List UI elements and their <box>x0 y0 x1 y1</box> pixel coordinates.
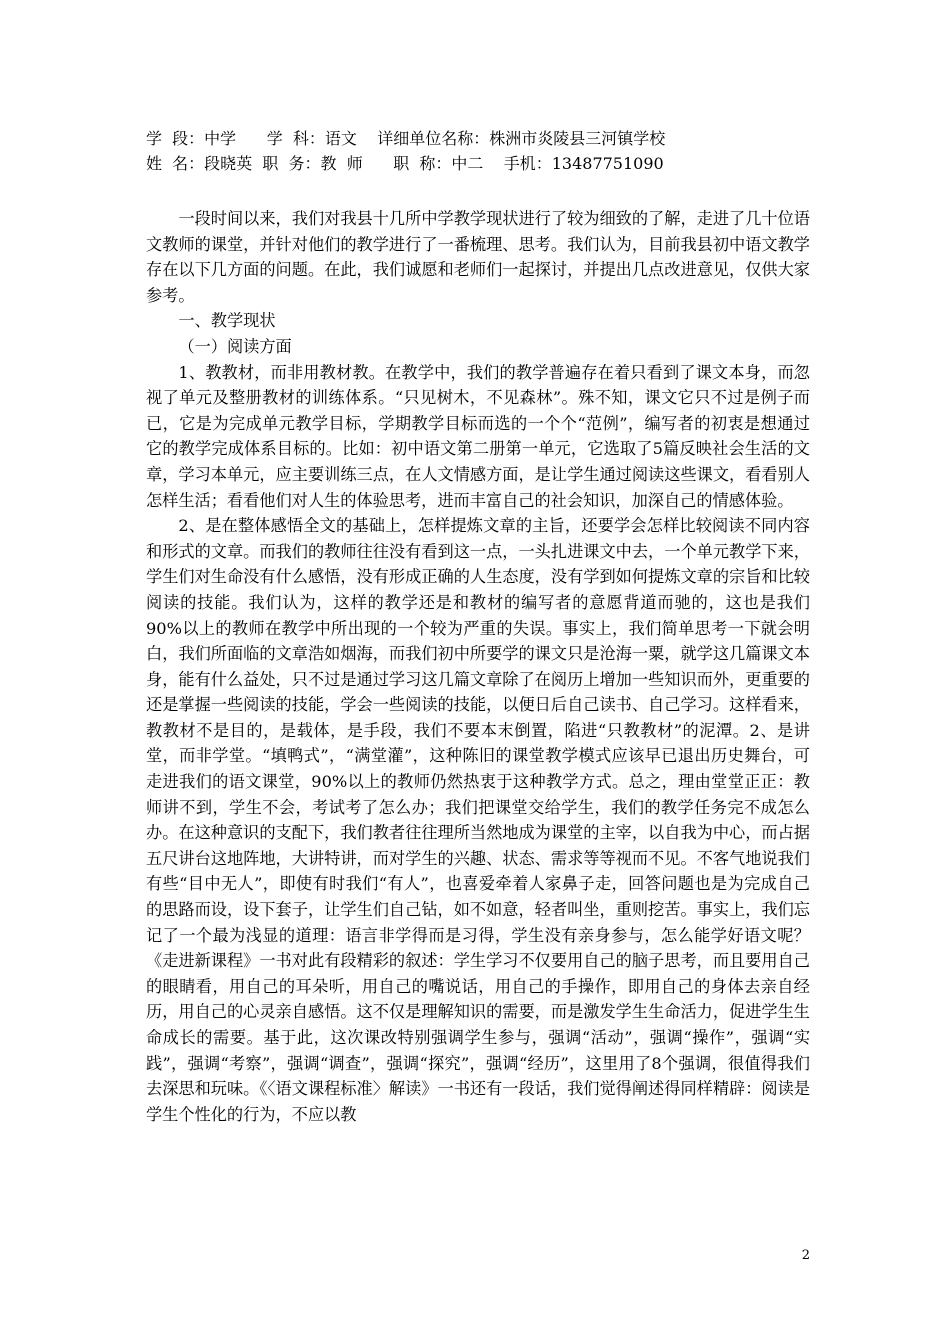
paragraph-point-1: 1、教教材，而非用教材教。在教学中，我们的教学普遍存在着只看到了课文本身，而忽视了单元及整册教材的训练体系。“只见树木，不见森林”。殊不知，课文它只不过是例子而已，它是为完成单元教学目标，学期教学目标而选的一个个“范例”，编写者的初衷是想通过它的教学完成体系目标的。比如：初中语文第二册第一单元，它选取了5篇反映社会生活的文章，学习本单元，应主要训练三点，在人文情感方面，是让学生通过阅读这些课文，看看别人怎样生活；看看他们对人生的体验思考，进而丰富自己的社会知识，加深自己的情感体验。 <box>146 362 810 510</box>
header-line-author: 姓 名：段晓英 职 务：教 师 职 称：中二 手机：13487751090 <box>146 154 664 173</box>
section-heading: 一、教学现状 <box>178 311 276 331</box>
header-line-school: 学 段：中学 学 科：语文 详细单位名称：株洲市炎陵县三河镇学校 <box>146 129 666 148</box>
paragraph-point-2: 2、是在整体感悟全文的基础上，怎样提炼文章的主旨，还要学会怎样比较阅读不同内容和形式的文章。而我们的教师往往没有看到这一点，一头扎进课文中去，一个单元教学下来，学生们对生命没有什么感悟，没有形成正确的人生态度，没有学到如何提炼文章的宗旨和比较阅读的技能。我们认为，这样的教学还是和教材的编写者的意愿背道而驰的，这也是我们90%以上的教师在教学中所出现的一个较为严重的失误。事实上，我们简单思考一下就会明白，我们所面临的文章浩如烟海，而我们初中所要学的课文只是沧海一粟，就学这几篇课文本身，能有什么益处，只不过是通过学习这几篇文章除了在阅历上增加一些知识而外，更重要的还是掌握一些阅读的技能，学会一些阅读的技能，以便日后自己读书、自己学习。这样看来，教教材不是目的，是载体，是手段，我们不要本末倒置，陷进“只教教材”的泥潭。2、是讲堂，而非学堂。“填鸭式”，“满堂灌”，这种陈旧的课堂教学模式应该早已退出历史舞台，可走进我们的语文课堂，90%以上的教师仍然热衷于这种教学方式。总之，理由堂堂正正：教师讲不到，学生不会，考试考了怎么办；我们把课堂交给学生，我们的教学任务完不成怎么办。在这种意识的支配下，我们教者往往理所当然地成为课堂的主宰，以自我为中心，而占据五尺讲台这地阵地，大讲特讲，而对学生的兴趣、状态、需求等等视而不见。不客气地说我们有些“目中无人”，即使有时我们“有人”，也喜爱牵着人家鼻子走，回答问题也是为完成自己的思路而设，设下套子，让学生们自己钻，如不如意，轻者叫坐，重则挖苦。事实上，我们忘记了一个最为浅显的道理：语言非学得而是习得，学生没有亲身参与，怎么能学好语文呢？《走进新课程》一书对此有段精彩的叙述：学生学习不仅要用自己的脑子思考，而且要用自己的眼睛看，用自己的耳朵听，用自己的嘴说话，用自己的手操作，即用自己的身体去亲自经历，用自己的心灵亲自感悟。这不仅是理解知识的需要，而是激发学生生命活力，促进学生生命成长的需要。基于此，这次课改特别强调学生参与，强调“活动”，强调“操作”，强调“实践”，强调“考察”，强调“调查”，强调“探究”，强调“经历”，这里用了8个强调，很值得我们去深思和玩味。《〈语文课程标准〉解读》一书还有一段话，我们觉得阐述得同样精辟：阅读是学生个性化的行为，不应以教 <box>146 516 810 1124</box>
paragraph-intro: 一段时间以来，我们对我县十几所中学教学现状进行了较为细致的了解，走进了几十位语文教师的课堂，并针对他们的教学进行了一番梳理、思考。我们认为，目前我县初中语文教学存在以下几方面的问题。在此，我们诚愿和老师们一起探讨，并提出几点改进意见，仅供大家参考。 <box>146 209 810 305</box>
author-info-header <box>146 126 846 176</box>
document-body <box>146 206 810 1127</box>
page-number: 2 <box>801 1248 810 1263</box>
subsection-heading: （一）阅读方面 <box>178 336 292 356</box>
